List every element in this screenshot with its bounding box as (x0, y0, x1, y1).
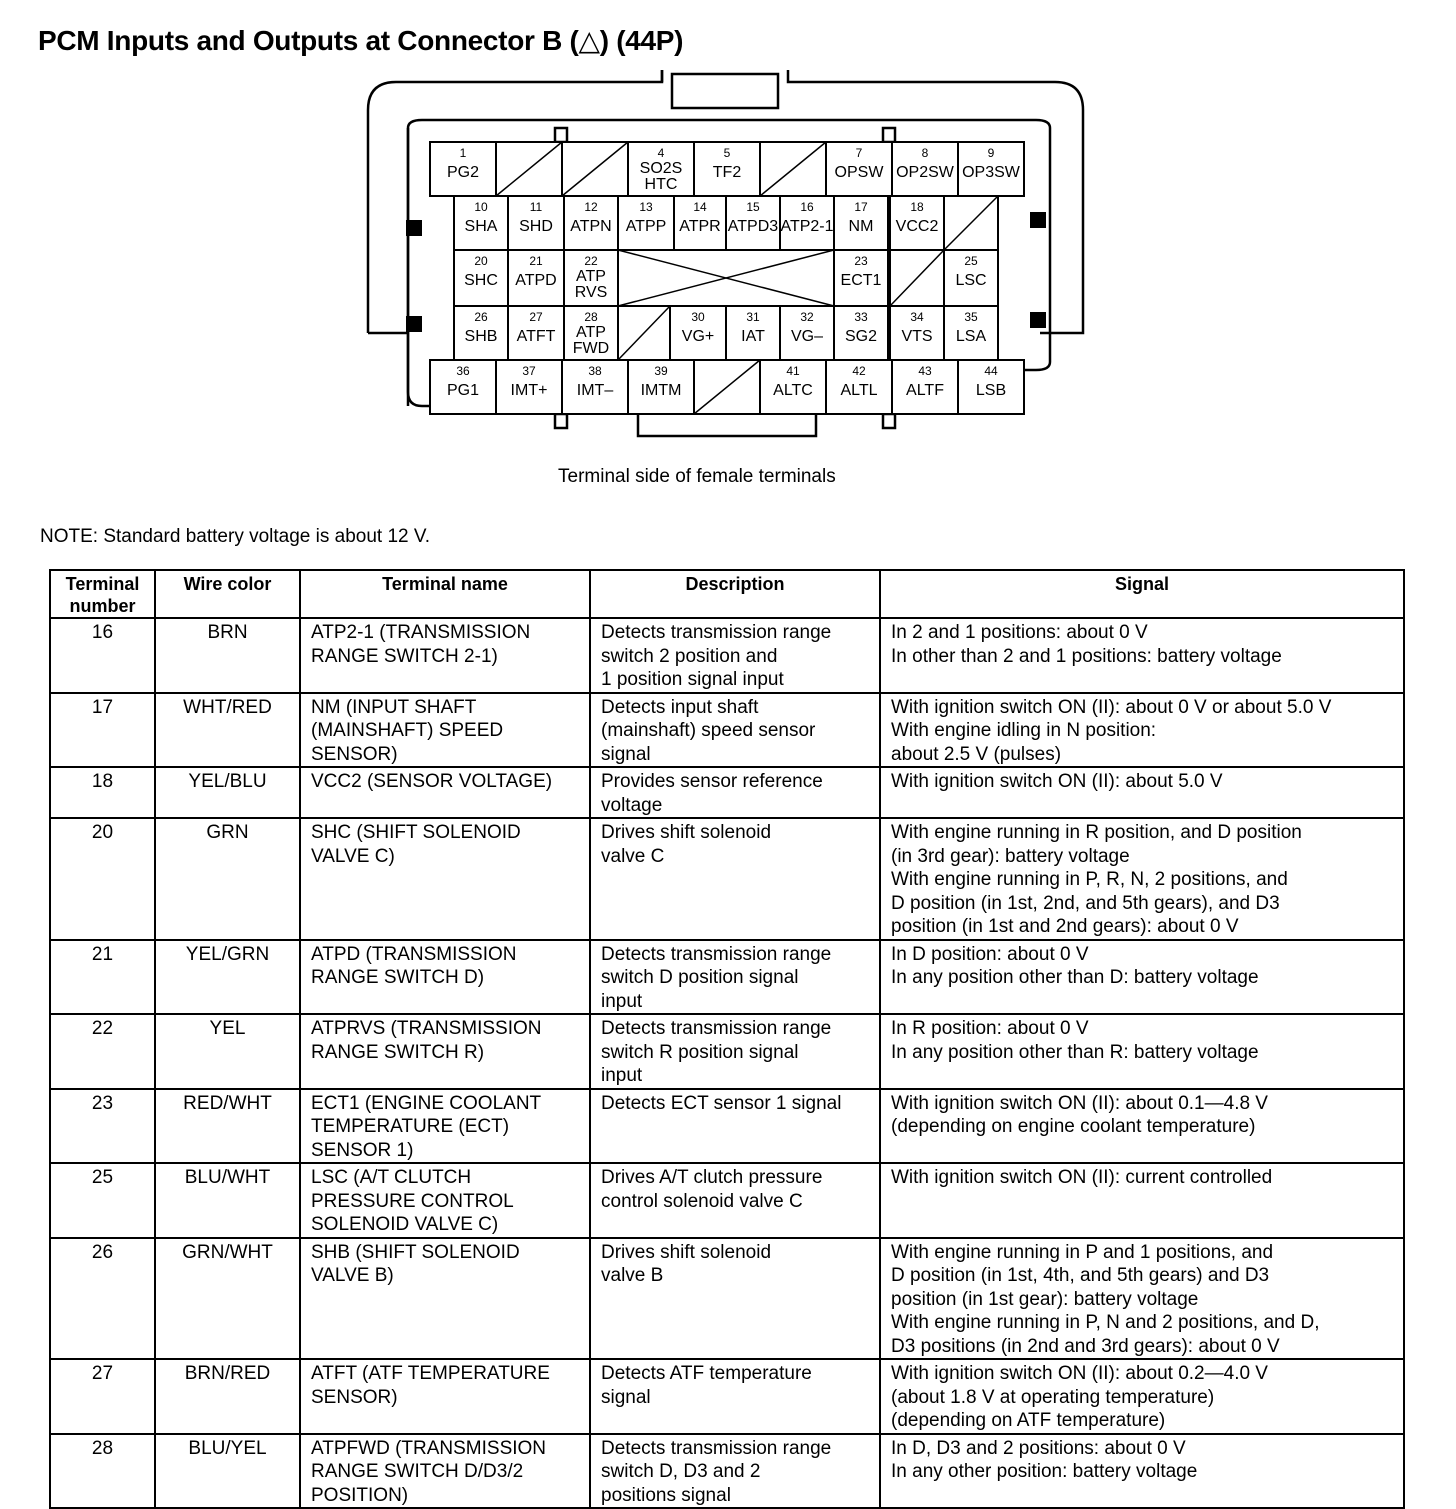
pin-number: 44 (984, 364, 998, 378)
terminal-name-cell: SHC (SHIFT SOLENOID VALVE C) (300, 818, 590, 940)
header-terminal-name: Terminal name (300, 570, 590, 618)
signal-cell: With ignition switch ON (II): about 0 V or about 5.0 V With engine idling in N position: about 2.5 V (pulses) (880, 693, 1404, 768)
pin-number: 17 (854, 200, 868, 214)
pin-label: SHB (464, 328, 498, 345)
wire-color-cell: GRN (155, 818, 300, 940)
table-row (50, 940, 1404, 1015)
pin-number: 20 (474, 254, 488, 268)
pin-label: ATP (576, 324, 606, 341)
pin-label: OP3SW (962, 164, 1020, 181)
signal-cell: With engine running in R position, and D position (in 3rd gear): battery voltage With engine running in P, R, N, 2 positions, and D position (in 1st, 2nd, and 5th gears), and D3 position (in 1st and 2nd gears): about 0 V (880, 818, 1404, 940)
pin-1 (430, 142, 496, 196)
table-row (50, 767, 1404, 818)
pin-35 (944, 306, 998, 360)
pin-number: 42 (852, 364, 866, 378)
pin-label: OPSW (834, 164, 884, 181)
pin-37 (496, 360, 562, 414)
diagram-caption-text: Terminal side of female terminals (558, 466, 836, 487)
pin-label: ATPD (515, 272, 557, 289)
header-wire-color: Wire color (155, 570, 300, 618)
signal-cell: In R position: about 0 V In any position other than R: battery voltage (880, 1014, 1404, 1089)
document-title: PCM Inputs and Outputs at Connector B (△) (44P) (38, 25, 684, 56)
table-row (50, 618, 1404, 693)
terminal-name-cell: NM (INPUT SHAFT (MAINSHAFT) SPEED SENSOR) (300, 693, 590, 768)
terminal-name-cell: ATPD (TRANSMISSION RANGE SWITCH D) (300, 940, 590, 1015)
connector-diagram (360, 70, 1100, 450)
wire-color-cell: BLU/YEL (155, 1434, 300, 1509)
wire-color-cell: BRN/RED (155, 1359, 300, 1434)
pin-label: IAT (741, 328, 765, 345)
connector-pins (430, 142, 1024, 414)
terminal-name-cell: SHB (SHIFT SOLENOID VALVE B) (300, 1238, 590, 1360)
pin-21 (508, 250, 564, 306)
pin-label: VCC2 (895, 218, 939, 235)
terminal-name-cell: ECT1 (ENGINE COOLANT TEMPERATURE (ECT) SENSOR 1) (300, 1089, 590, 1164)
pin-10 (454, 196, 508, 250)
description-cell: Detects ECT sensor 1 signal (590, 1089, 880, 1164)
pin-blank (618, 306, 670, 360)
terminal-number-cell: 28 (50, 1434, 155, 1509)
pin-number: 4 (657, 146, 665, 160)
pin-20 (454, 250, 508, 306)
pin-label: ATP2-1 (780, 218, 834, 235)
pin-blank (944, 196, 998, 250)
pin-9 (958, 142, 1024, 196)
pinout-table (49, 569, 1405, 1509)
pin-14 (674, 196, 726, 250)
pin-label: ATPP (625, 218, 667, 235)
pin-number: 7 (855, 146, 863, 160)
description-cell: Detects input shaft (mainshaft) speed sensor signal (590, 693, 880, 768)
pin-number: 35 (964, 310, 978, 324)
battery-note: NOTE: Standard battery voltage is about 12 V. (40, 526, 431, 547)
table-row (50, 1238, 1404, 1360)
pin-label: LSC (955, 272, 987, 289)
pin-blank (760, 142, 826, 196)
signal-cell: With ignition switch ON (II): current controlled (880, 1163, 1404, 1238)
pin-34 (890, 306, 944, 360)
signal-cell: With ignition switch ON (II): about 5.0 V (880, 767, 1404, 818)
pin-38 (562, 360, 628, 414)
description-cell: Detects ATF temperature signal (590, 1359, 880, 1434)
description-cell: Drives A/T clutch pressure control solenoid valve C (590, 1163, 880, 1238)
table-row (50, 1359, 1404, 1434)
pin-16 (780, 196, 834, 250)
pin-label: ATP (576, 268, 606, 285)
pin-blank (890, 250, 944, 306)
pin-number: 43 (918, 364, 932, 378)
pin-22 (564, 250, 618, 306)
pin-number: 38 (588, 364, 602, 378)
table-row (50, 1089, 1404, 1164)
pin-label: ECT1 (840, 272, 882, 289)
pin-label: LSB (975, 382, 1007, 399)
wire-color-cell: GRN/WHT (155, 1238, 300, 1360)
pin-label-line2: HTC (644, 176, 678, 193)
pin-label: NM (848, 218, 874, 235)
table-row (50, 1434, 1404, 1509)
table-body (50, 618, 1404, 1508)
terminal-number-cell: 18 (50, 767, 155, 818)
pin-27 (508, 306, 564, 360)
description-cell: Detects transmission range switch D position signal input (590, 940, 880, 1015)
pin-41 (760, 360, 826, 414)
wire-color-cell: YEL/GRN (155, 940, 300, 1015)
signal-cell: In 2 and 1 positions: about 0 V In other than 2 and 1 positions: battery voltage (880, 618, 1404, 693)
pin-number: 14 (693, 200, 707, 214)
signal-cell: With engine running in P and 1 positions, and D position (in 1st, 4th, and 5th gears) and D3 position (in 1st gear): battery voltage With engine running in P, N and 2 positions, and D, D3 positions (in 2nd and 3rd gears): about 0 V (880, 1238, 1404, 1360)
pin-17 (834, 196, 888, 250)
pin-label: ALTC (773, 382, 813, 399)
pin-8 (892, 142, 958, 196)
table-header-row (50, 570, 1404, 618)
pin-number: 1 (459, 146, 467, 160)
signal-cell: With ignition switch ON (II): about 0.1—4.8 V (depending on engine coolant temperature) (880, 1089, 1404, 1164)
terminal-number-cell: 25 (50, 1163, 155, 1238)
pin-label: SG2 (844, 328, 878, 345)
pin-label: LSA (955, 328, 987, 345)
pin-number: 33 (854, 310, 868, 324)
pin-label: ATFT (516, 328, 556, 345)
wire-color-cell: WHT/RED (155, 693, 300, 768)
pin-number: 23 (854, 254, 868, 268)
description-cell: Detects transmission range switch R position signal input (590, 1014, 880, 1089)
pin-26 (454, 306, 508, 360)
pin-23 (834, 250, 888, 306)
signal-cell: In D position: about 0 V In any position other than D: battery voltage (880, 940, 1404, 1015)
terminal-number-cell: 16 (50, 618, 155, 693)
pin-12 (564, 196, 618, 250)
wire-color-cell: YEL/BLU (155, 767, 300, 818)
pin-label: ATPD3 (727, 218, 779, 235)
pin-36 (430, 360, 496, 414)
pin-number: 16 (800, 200, 814, 214)
pin-label: OP2SW (896, 164, 954, 181)
pin-label: ATPN (570, 218, 612, 235)
pin-label: IMTM (640, 382, 682, 399)
pin-31 (726, 306, 780, 360)
pin-11 (508, 196, 564, 250)
pin-15 (726, 196, 780, 250)
pin-number: 8 (921, 146, 929, 160)
terminal-name-cell: ATPFWD (TRANSMISSION RANGE SWITCH D/D3/2 POSITION) (300, 1434, 590, 1509)
pin-label-line2: RVS (574, 284, 608, 301)
pin-blank (618, 250, 834, 306)
terminal-name-cell: ATP2-1 (TRANSMISSION RANGE SWITCH 2-1) (300, 618, 590, 693)
pin-28 (564, 306, 618, 360)
pin-13 (618, 196, 674, 250)
terminal-number-cell: 20 (50, 818, 155, 940)
pin-number: 18 (910, 200, 924, 214)
pin-number: 15 (746, 200, 760, 214)
wire-color-cell: BLU/WHT (155, 1163, 300, 1238)
pin-number: 11 (529, 200, 543, 214)
header-terminal-number: Terminal number (50, 570, 155, 618)
terminal-name-cell: ATPRVS (TRANSMISSION RANGE SWITCH R) (300, 1014, 590, 1089)
pin-number: 22 (584, 254, 598, 268)
pin-43 (892, 360, 958, 414)
pin-number: 41 (786, 364, 800, 378)
pin-32 (780, 306, 834, 360)
header-description: Description (590, 570, 880, 618)
description-cell: Detects transmission range switch D, D3 and 2 positions signal (590, 1434, 880, 1509)
pin-blank (496, 142, 562, 196)
terminal-name-cell: ATFT (ATF TEMPERATURE SENSOR) (300, 1359, 590, 1434)
pin-blank (562, 142, 628, 196)
header-signal: Signal (880, 570, 1404, 618)
description-cell: Provides sensor reference voltage (590, 767, 880, 818)
pin-44 (958, 360, 1024, 414)
pin-number: 37 (522, 364, 536, 378)
terminal-number-cell: 26 (50, 1238, 155, 1360)
wire-color-cell: RED/WHT (155, 1089, 300, 1164)
pin-label-line2: FWD (572, 340, 610, 357)
pin-number: 5 (723, 146, 731, 160)
terminal-name-cell: VCC2 (SENSOR VOLTAGE) (300, 767, 590, 818)
signal-cell: With ignition switch ON (II): about 0.2—4.0 V (about 1.8 V at operating temperature) (depending on ATF temperature) (880, 1359, 1404, 1434)
pin-label: ATPR (679, 218, 721, 235)
pin-label: ALTL (840, 382, 878, 399)
pin-18 (890, 196, 944, 250)
pin-label: ALTF (906, 382, 944, 399)
pin-number: 31 (746, 310, 760, 324)
pin-number: 27 (529, 310, 543, 324)
pin-number: 26 (474, 310, 488, 324)
pin-number: 39 (654, 364, 668, 378)
pin-label: IMT– (576, 382, 614, 399)
pin-4 (628, 142, 694, 196)
terminal-number-cell: 27 (50, 1359, 155, 1434)
description-cell: Drives shift solenoid valve C (590, 818, 880, 940)
pin-5 (694, 142, 760, 196)
pin-number: 10 (474, 200, 488, 214)
pin-label: TF2 (712, 164, 742, 181)
table-row (50, 818, 1404, 940)
signal-cell: In D, D3 and 2 positions: about 0 V In any other position: battery voltage (880, 1434, 1404, 1509)
terminal-number-cell: 17 (50, 693, 155, 768)
pin-number: 28 (584, 310, 598, 324)
pin-39 (628, 360, 694, 414)
pin-label: IMT+ (510, 382, 548, 399)
pin-label: VG+ (681, 328, 715, 345)
pin-number: 13 (639, 200, 653, 214)
pin-label: SO2S (639, 160, 683, 177)
pin-label: PG1 (446, 382, 480, 399)
pin-33 (834, 306, 888, 360)
pin-25 (944, 250, 998, 306)
pin-label: VG– (790, 328, 824, 345)
terminal-number-cell: 22 (50, 1014, 155, 1089)
description-cell: Detects transmission range switch 2 position and 1 position signal input (590, 618, 880, 693)
table-row (50, 1163, 1404, 1238)
wire-color-cell: YEL (155, 1014, 300, 1089)
description-cell: Drives shift solenoid valve B (590, 1238, 880, 1360)
pin-number: 21 (529, 254, 543, 268)
pin-number: 34 (910, 310, 924, 324)
pin-number: 12 (584, 200, 598, 214)
terminal-number-cell: 21 (50, 940, 155, 1015)
pin-30 (670, 306, 726, 360)
pin-number: 30 (691, 310, 705, 324)
terminal-name-cell: LSC (A/T CLUTCH PRESSURE CONTROL SOLENOID VALVE C) (300, 1163, 590, 1238)
pin-label: VTS (901, 328, 933, 345)
terminal-number-cell: 23 (50, 1089, 155, 1164)
pin-label: SHA (464, 218, 498, 235)
pin-blank (694, 360, 760, 414)
table-row (50, 1014, 1404, 1089)
pin-label: SHC (464, 272, 498, 289)
pin-number: 25 (964, 254, 978, 268)
pin-number: 36 (456, 364, 470, 378)
pin-7 (826, 142, 892, 196)
pin-number: 9 (987, 146, 995, 160)
pin-number: 32 (800, 310, 814, 324)
pin-label: PG2 (446, 164, 480, 181)
table-row (50, 693, 1404, 768)
wire-color-cell: BRN (155, 618, 300, 693)
pin-label: SHD (519, 218, 553, 235)
pin-42 (826, 360, 892, 414)
